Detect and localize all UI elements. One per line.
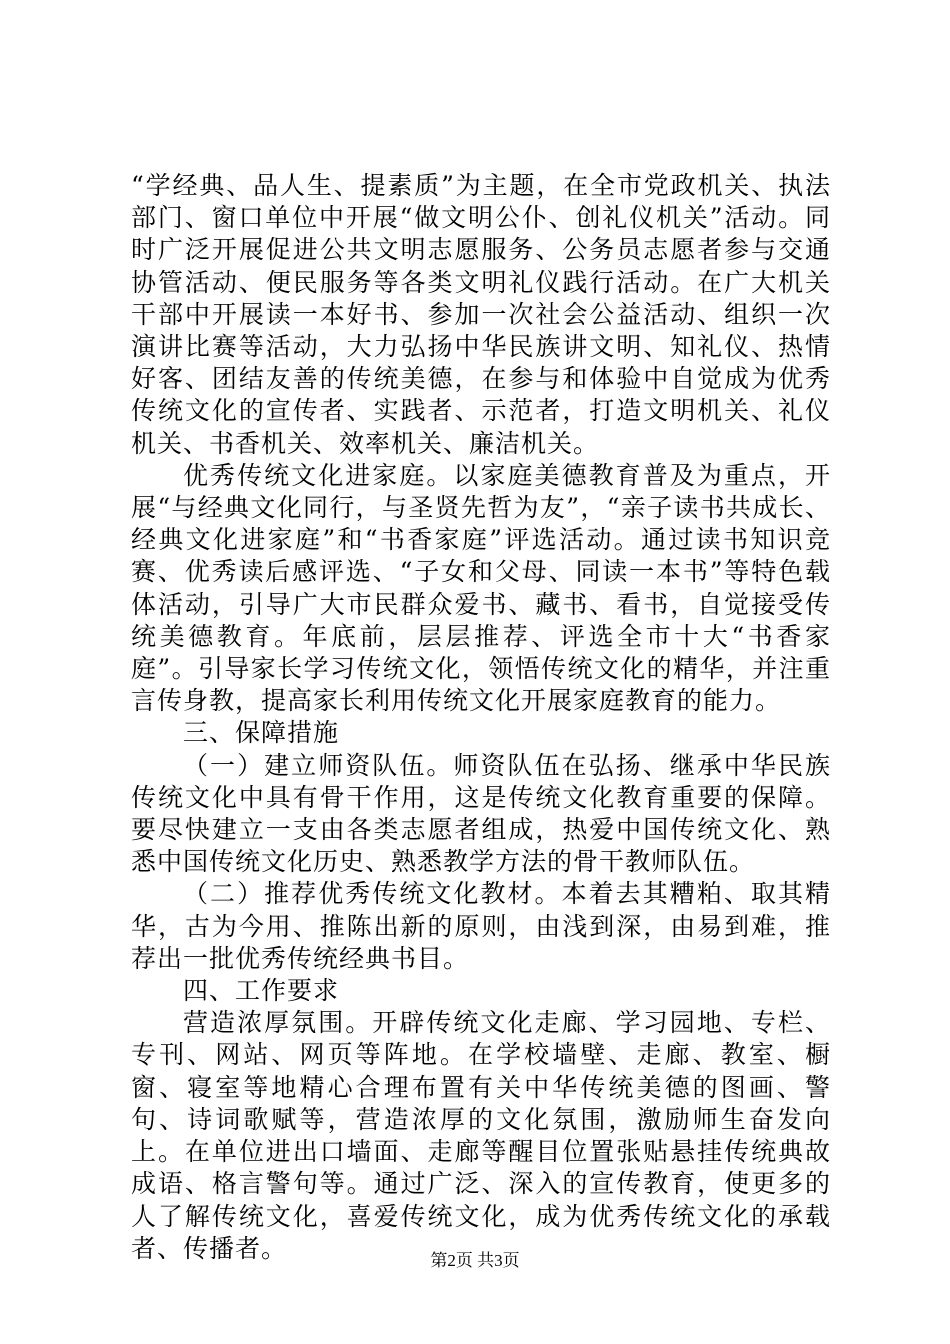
paragraph-atmosphere: 营造浓厚氛围。开辟传统文化走廊、学习园地、专栏、专刊、网站、网页等阵地。在学校墙壁、走廊、教室、橱窗、寝室等地精心合理布置有关中华传统美德的图画、警句、诗词歌赋等，营造浓厚的文化氛围，激励师生奋发向上。在单位进出口墙面、走廊等醒目位置张贴悬挂传统典故成语、格言警句等。通过广泛、深入的宣传教育，使更多的人了解传统文化，喜爱传统文化，成为优秀传统文化的承载者、传播者。 xyxy=(131,1008,831,1263)
section-heading-measures: 三、保障措施 xyxy=(183,718,340,748)
paragraph-textbooks: （二）推荐优秀传统文化教材。本着去其糟粕、取其精华，古为今用、推陈出新的原则，由浅到深，由易到难，推荐出一批优秀传统经典书目。 xyxy=(131,879,831,973)
paragraph-civility-organs: “学经典、品人生、提素质”为主题，在全市党政机关、执法部门、窗口单位中开展“做文明公仆、创礼仪机关”活动。同时广泛开展促进公共文明志愿服务、公务员志愿者参与交通协管活动、便民服务等各类文明礼仪践行活动。在广大机关干部中开展读一本好书、参加一次社会公益活动、组织一次演讲比赛等活动，大力弘扬中华民族讲文明、知礼仪、热情好客、团结友善的传统美德，在参与和体验中自觉成为优秀传统文化的宣传者、实践者、示范者，打造文明机关、礼仪机关、书香机关、效率机关、廉洁机关。 xyxy=(131,171,831,458)
document-body xyxy=(131,170,831,1265)
paragraph-culture-family: 优秀传统文化进家庭。以家庭美德教育普及为重点，开展“与经典文化同行，与圣贤先哲为友”，“亲子读书共成长、经典文化进家庭”和“书香家庭”评选活动。通过读书知识竞赛、优秀读后感评选、“子女和父母、同读一本书”等特色载体活动，引导广大市民群众爱书、藏书、看书，自觉接受传统美德教育。年底前，层层推荐、评选全市十大“书香家庭”。引导家长学习传统文化，领悟传统文化的精华，并注重言传身教，提高家长利用传统文化开展家庭教育的能力。 xyxy=(131,460,831,716)
section-heading-requirements: 四、工作要求 xyxy=(183,976,340,1006)
paragraph-teacher-team: （一）建立师资队伍。师资队伍在弘扬、继承中华民族传统文化中具有骨干作用，这是传统文化教育重要的保障。要尽快建立一支由各类志愿者组成，热爱中国传统文化、熟悉中国传统文化历史、熟悉教学方法的骨干教师队伍。 xyxy=(131,750,831,877)
page-number-footer: 第2页 共3页 xyxy=(430,1251,520,1270)
